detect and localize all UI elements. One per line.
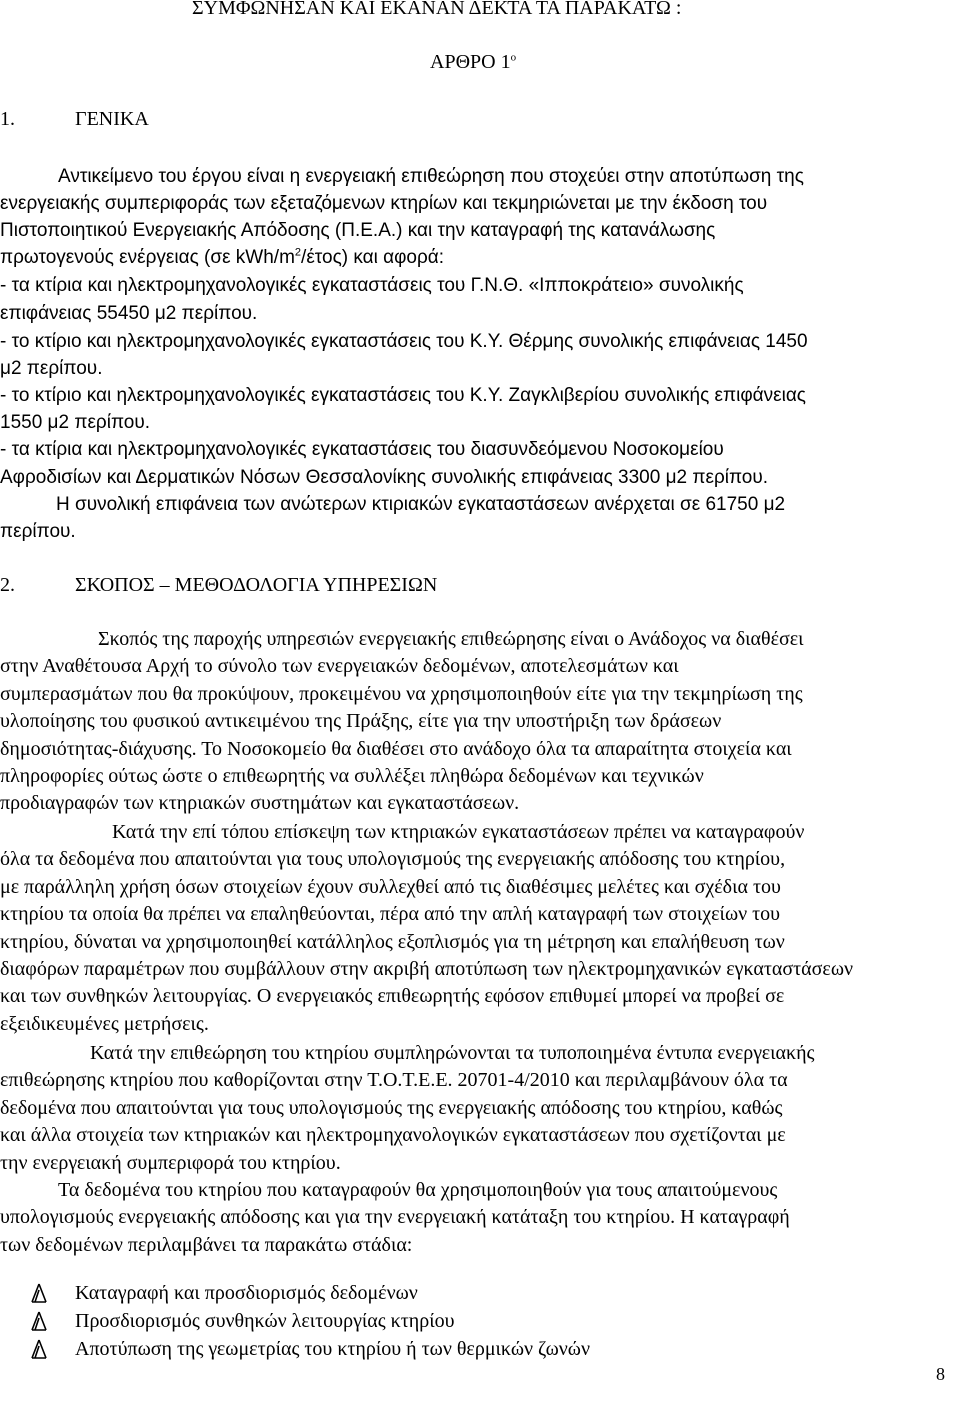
paragraph-line: Κατά την επιθεώρηση του κτηρίου συμπληρώνονται τα τυποποιημένα έντυπα ενεργειακής [90, 1042, 815, 1064]
paragraph-line: δημοσιότητας-διάχυσης. Το Νοσοκομείο θα διαθέσει στο ανάδοχο όλα τα απαραίτητα στοιχεία και [0, 737, 792, 760]
tent-icon [30, 1282, 48, 1304]
list-item-text: Αποτύπωση της γεωμετρίας του κτηρίου ή των θερμικών ζωνών [75, 1338, 590, 1360]
section-1-heading [0, 106, 149, 132]
paragraph-line: επιφάνειας 55450 μ2 περίπου. [0, 303, 258, 324]
list-item-text: Προσδιορισμός συνθηκών λειτουργίας κτηρίου [75, 1310, 455, 1332]
text-run: /έτος) και αφορά: [301, 247, 445, 268]
paragraph-line: Η συνολική επιφάνεια των ανώτερων κτιριακών εγκαταστάσεων ανέρχεται σε 61750 μ2 [56, 494, 786, 515]
tent-icon [30, 1338, 48, 1360]
section-2-heading [0, 572, 438, 598]
paragraph-line: των δεδομένων περιλαμβάνει τα παρακάτω στάδια: [0, 1233, 413, 1256]
article-label: ΑΡΘΡΟ 1 [430, 51, 511, 73]
list-item-text: Καταγραφή και προσδιορισμός δεδομένων [75, 1282, 418, 1304]
tent-icon [30, 1310, 48, 1332]
paragraph-line: Πιστοποιητικού Ενεργειακής Απόδοσης (Π.Ε.Α.) και την καταγραφή της κατανάλωσης [0, 220, 716, 241]
list-item [30, 1336, 750, 1362]
document-heading: ΣΥΜΦΩΝΗΣΑΝ ΚΑΙ ΕΚΑΝΑΝ ΔΕΚΤΑ ΤΑ ΠΑΡΑΚΑΤΩ : [192, 0, 682, 19]
paragraph-line: υλοποίησης του φυσικού αντικειμένου της Πράξης, είτε για την υποστήριξη των δράσεων [0, 710, 722, 733]
section-number: 1. [0, 108, 15, 130]
paragraph-line: - το κτίριο και ηλεκτρομηχανολογικές εγκαταστάσεις του Κ.Υ. Θέρμης συνολικής επιφάνειας 1450 [0, 331, 808, 352]
paragraph-line: - τα κτίρια και ηλεκτρομηχανολογικές εγκαταστάσεις του Γ.Ν.Θ. «Ιπποκράτειο» συνολικής [0, 275, 744, 296]
article-ordinal: ο [510, 51, 517, 64]
paragraph-line: προδιαγραφών των κτηριακών συστημάτων και εγκαταστάσεων. [0, 792, 520, 815]
paragraph-line: κτηρίου τα οποία θα πρέπει να επαληθεύονται, πέρα από την απλή καταγραφή των στοιχείων του [0, 903, 781, 926]
paragraph-line: με παράλληλη χρήση όσων στοιχείων έχουν συλλεχθεί από τις διαθέσιμες μελέτες και σχέδια του [0, 875, 781, 898]
paragraph-line: δεδομένα που απαιτούνται για τους υπολογισμούς της ενεργειακής απόδοσης του κτηρίου, καθώς [0, 1096, 783, 1119]
paragraph-line: - το κτίριο και ηλεκτρομηχανολογικές εγκαταστάσεις του Κ.Υ. Ζαγκλιβερίου συνολικής επιφάνειας [0, 385, 806, 406]
list-item [30, 1280, 750, 1306]
paragraph-line: επιθεώρησης κτηρίου που καθορίζονται στην Τ.Ο.Τ.Ε.Ε. 20701-4/2010 και περιλαμβάνουν όλα τα [0, 1069, 788, 1092]
paragraph-line: μ2 περίπου. [0, 358, 103, 379]
superscript: 2 [294, 246, 302, 259]
list-item [30, 1308, 750, 1334]
paragraph-line: εξειδικευμένες μετρήσεις. [0, 1012, 209, 1035]
article-title [430, 49, 516, 75]
paragraph-line: συμπερασμάτων που θα προκύψουν, προκειμένου να χρησιμοποιηθούν είτε για την τεκμηρίωση της [0, 682, 803, 705]
paragraph-line: και άλλα στοιχεία των κτηριακών και ηλεκτρομηχανολογικών εγκαταστάσεων που σχετίζονται με [0, 1124, 786, 1147]
paragraph-line: Αφροδισίων και Δερματικών Νόσων Θεσσαλονίκης συνολικής επιφάνειας 3300 μ2 περίπου. [0, 467, 769, 488]
paragraph-line: ενεργειακής συμπεριφοράς των εξεταζόμενων κτηρίων και τεκμηριώνεται με την έκδοση του [0, 193, 768, 214]
paragraph-line: - τα κτίρια και ηλεκτρομηχανολογικές εγκαταστάσεις του διασυνδεόμενου Νοσοκομείου [0, 439, 724, 460]
paragraph-line: υπολογισμούς ενεργειακής απόδοσης και για την ενεργειακή κατάταξη του κτηρίου. Η καταγραφή [0, 1206, 790, 1229]
section-number: 2. [0, 574, 15, 596]
paragraph-line: Αντικείμενο του έργου είναι η ενεργειακή επιθεώρηση που στοχεύει στην αποτύπωση της [58, 166, 804, 187]
page-number: 8 [936, 1364, 945, 1384]
paragraph-line: περίπου. [0, 521, 76, 542]
section-title: ΓΕΝΙΚΑ [75, 108, 149, 130]
paragraph-line: Τα δεδομένα του κτηρίου που καταγραφούν θα χρησιμοποιηθούν για τους απαιτούμενους [58, 1179, 778, 1201]
text-run: πρωτογενούς ενέργειας (σε kWh/m [0, 247, 295, 268]
paragraph-line: την ενεργειακή συμπεριφορά του κτηρίου. [0, 1151, 341, 1174]
paragraph-line: Κατά την επί τόπου επίσκεψη των κτηριακών εγκαταστάσεων πρέπει να καταγραφούν [112, 821, 805, 843]
paragraph-line: Σκοπός της παροχής υπηρεσιών ενεργειακής επιθεώρησης είναι ο Ανάδοχος να διαθέσει [98, 628, 804, 650]
paragraph-line: και των συνθηκών λειτουργίας. Ο ενεργειακός επιθεωρητής εφόσον επιθυμεί μπορεί να προβεί σε [0, 985, 785, 1008]
paragraph-line [0, 245, 444, 271]
paragraph-line: στην Αναθέτουσα Αρχή το σύνολο των ενεργειακών δεδομένων, αποτελεσμάτων και [0, 655, 679, 678]
paragraph-line: όλα τα δεδομένα που απαιτούνται για τους υπολογισμούς της ενεργειακής απόδοσης του κτηρίου, [0, 848, 786, 871]
paragraph-line: διαφόρων παραμέτρων που συμβάλλουν στην ακριβή αποτύπωση των ηλεκτρομηχανικών εγκαταστάσεων [0, 958, 854, 980]
paragraph-line: κτηρίου, δύναται να χρησιμοποιηθεί κατάλληλος εξοπλισμός για τη μέτρηση και επαλήθευση των [0, 930, 785, 953]
section-title: ΣΚΟΠΟΣ – ΜΕΘΟΔΟΛΟΓΙΑ ΥΠΗΡΕΣΙΩΝ [75, 574, 438, 596]
paragraph-line: 1550 μ2 περίπου. [0, 412, 151, 433]
paragraph-line: πληροφορίες ούτως ώστε ο επιθεωρητής να συλλέξει πληθώρα δεδομένων και τεχνικών [0, 765, 704, 787]
